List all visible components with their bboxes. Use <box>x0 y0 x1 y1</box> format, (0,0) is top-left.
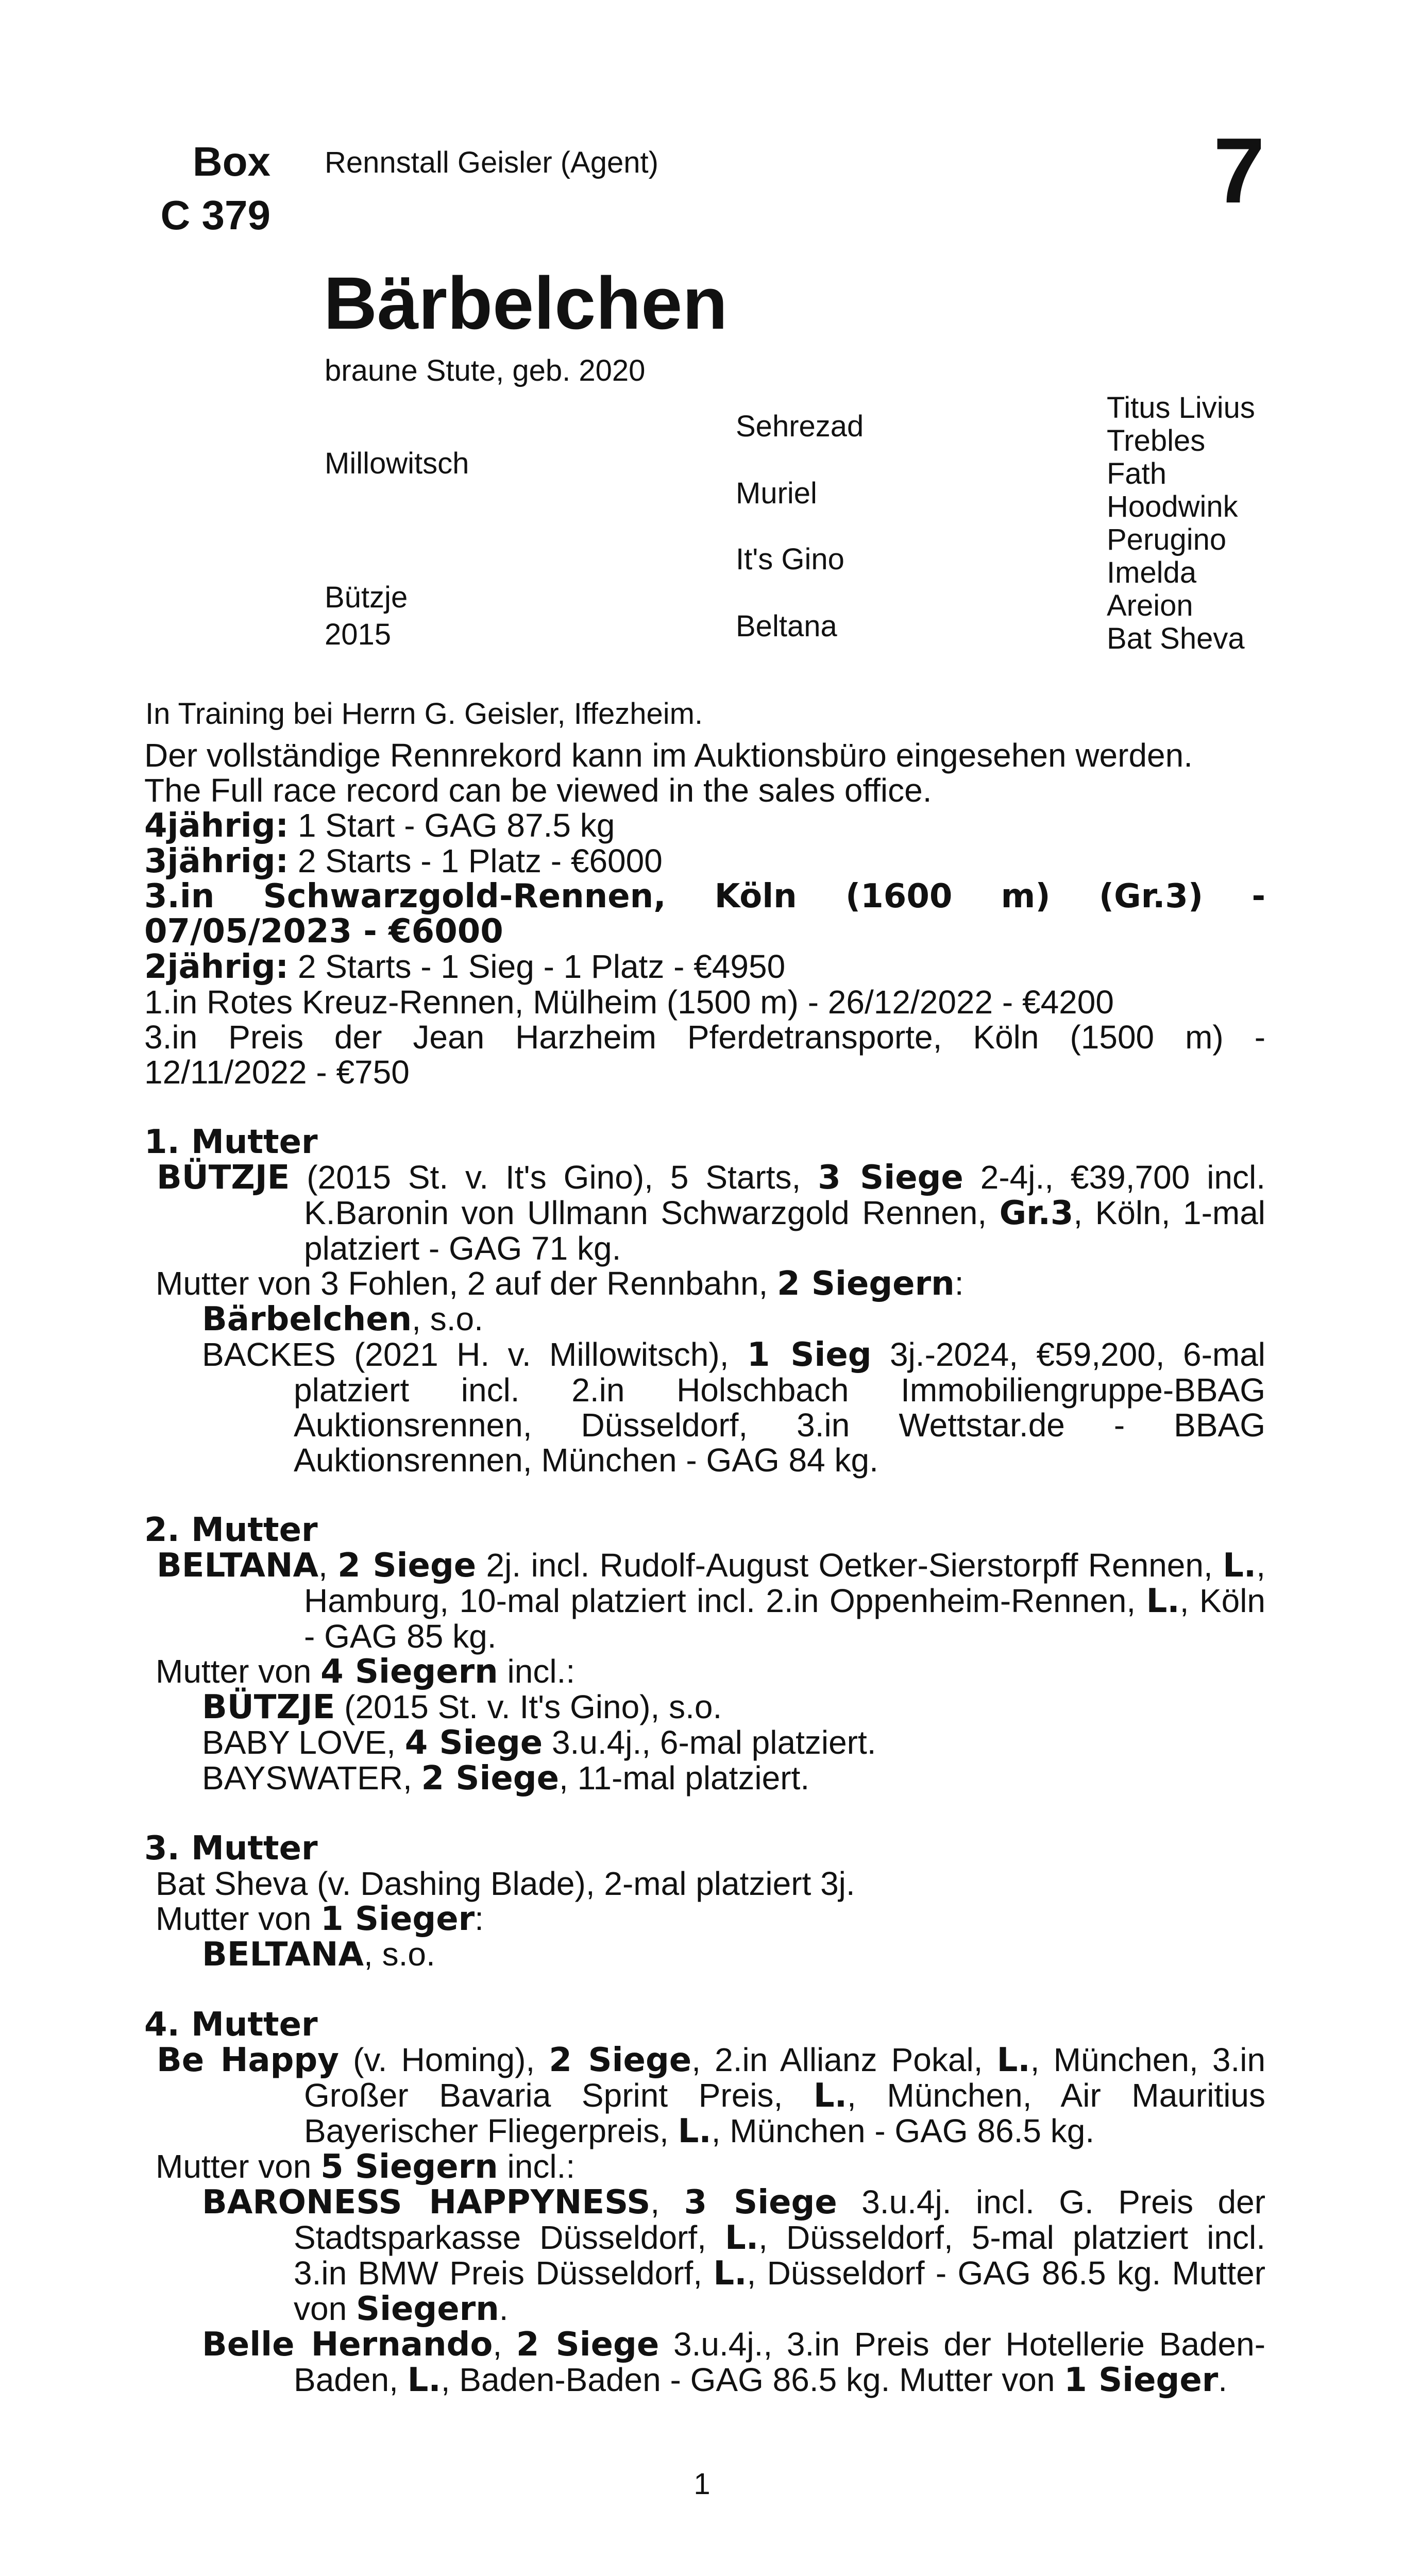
dam2-heading: 2. Mutter <box>144 1511 318 1549</box>
record-2yo-place-line1: 3.in Preis der Jean Harzheim Pferdetransporte, Köln (1500 m) - <box>144 1019 1265 1056</box>
agent-name: Rennstall Geisler (Agent) <box>325 146 658 179</box>
dam1-offspring-text: , s.o. <box>412 1300 483 1337</box>
record-2yo-place-line2: 12/11/2022 - €750 <box>144 1054 410 1091</box>
dam1-text: 2-4j., €39,700 incl. K.Baronin von Ullmann Schwarzgold Rennen, <box>304 1159 1266 1231</box>
dam1-offspring-text: BACKES (2021 H. v. Millowitsch), <box>202 1336 747 1373</box>
lot-number: 7 <box>1213 119 1265 223</box>
dam4-offspring-text: , Düsseldorf - GAG 86.5 kg. Mutter von <box>294 2255 1266 2327</box>
dam2-offspring-text: 3.u.4j., 6-mal platziert. <box>543 1724 876 1761</box>
pedigree-gen3-item: Areion <box>1107 589 1193 622</box>
dam1-offspring-wins: 1 Sieg <box>747 1336 872 1374</box>
dam4-offspring-text: 3.u.4j. incl. G. Preis der Stadtsparkasse Düsseldorf, <box>294 2183 1266 2256</box>
dam3-produce <box>144 1901 1265 1937</box>
dam2-listed: L. <box>1146 1582 1180 1620</box>
record-3yo-place-line2: 07/05/2023 - €6000 <box>144 912 503 951</box>
dam1-heading: 1. Mutter <box>144 1123 318 1161</box>
dam4-produce-text: incl.: <box>498 2148 576 2185</box>
dam4-listed: L. <box>996 2041 1030 2079</box>
dam2-offspring-wins: 4 Siege <box>404 1724 543 1762</box>
dam2-offspring <box>144 1725 1265 1760</box>
record-3yo-place-line1: 3.in Schwarzgold-Rennen, Köln (1600 m) (Gr.3) - <box>144 877 1265 916</box>
dam4-name: Be Happy <box>157 2041 339 2079</box>
dam2-name: BELTANA <box>157 1547 318 1585</box>
dam3-heading: 3. Mutter <box>144 1829 318 1868</box>
dam4-text: , München - GAG 86.5 kg. <box>711 2112 1095 2149</box>
dam1-produce <box>144 1266 1265 1301</box>
dam4-offspring-name: Belle Hernando <box>202 2326 493 2364</box>
dam4-offspring <box>144 2184 1265 2327</box>
pedigree-gen3-item: Titus Livius <box>1107 391 1255 425</box>
record-3yo-text: 2 Starts - 1 Platz - €6000 <box>289 842 663 879</box>
dam2-offspring <box>144 1760 1265 1796</box>
dam4-text: , München, 3.in Großer Bavaria Sprint Preis, <box>304 2041 1266 2114</box>
pedigree-gen3-item: Fath <box>1107 457 1167 490</box>
dam2-entry <box>144 1548 1265 1654</box>
record-4yo-text: 1 Start - GAG 87.5 kg <box>289 807 615 844</box>
dam4-offspring-listed: L. <box>713 2255 747 2293</box>
dam2-offspring-text: BAYSWATER, <box>202 1759 421 1797</box>
dam4-offspring <box>144 2327 1265 2398</box>
dam3-entry: Bat Sheva (v. Dashing Blade), 2-mal platziert 3j. <box>156 1865 855 1902</box>
dam4-text: , München, Air Mauritius Bayerischer Fliegerpreis, <box>304 2077 1266 2149</box>
dam2-offspring-text: , 11-mal platziert. <box>559 1759 810 1797</box>
record-4yo-label: 4jährig: <box>144 807 289 845</box>
dam2-produce-text: Mutter von <box>156 1653 321 1690</box>
horse-description: braune Stute, geb. 2020 <box>325 354 646 387</box>
pedigree-gen3-item: Imelda <box>1107 556 1197 589</box>
record-3yo-label: 3jährig: <box>144 842 289 880</box>
record-note-de: Der vollständige Rennrekord kann im Auktionsbüro eingesehen werden. <box>144 737 1193 774</box>
dam2-listed: L. <box>1223 1547 1257 1585</box>
dam4-text: (v. Homing), <box>339 2041 549 2078</box>
dam4-offspring-text: , <box>493 2326 516 2363</box>
dam2-offspring <box>144 1689 1265 1725</box>
dam2-text: , Hamburg, 10-mal platziert incl. 2.in Oppenheim-Rennen, <box>304 1547 1266 1619</box>
record-2yo-win: 1.in Rotes Kreuz-Rennen, Mülheim (1500 m) - 26/12/2022 - €4200 <box>144 984 1114 1021</box>
box-label: Box <box>192 139 270 184</box>
dam1-entry <box>144 1160 1265 1266</box>
dam3-produce-text: : <box>475 1900 484 1937</box>
catalogue-body <box>144 738 1265 2398</box>
dam1-offspring <box>144 1337 1265 1478</box>
box-number: C 379 <box>160 192 270 238</box>
dam2-offspring-wins: 2 Siege <box>421 1759 559 1798</box>
dam4-offspring-text: , <box>650 2183 684 2221</box>
dam4-produce-winners: 5 Siegern <box>320 2148 498 2186</box>
pedigree-gen3-item: Hoodwink <box>1107 490 1238 523</box>
dam3-produce-text: Mutter von <box>156 1900 321 1937</box>
dam2-produce <box>144 1654 1265 1689</box>
dam4-offspring-listed: L. <box>407 2361 441 2399</box>
dam4-offspring-listed: L. <box>725 2219 759 2257</box>
dam1-offspring <box>144 1301 1265 1337</box>
record-2yo-label: 2jährig: <box>144 948 289 986</box>
record-2yo <box>144 949 1265 985</box>
dam2-offspring-name: BÜTZJE <box>202 1688 335 1726</box>
page-number: 1 <box>693 2467 711 2501</box>
dam3-produce-winners: 1 Sieger <box>320 1900 475 1938</box>
dam1-offspring-name: Bärbelchen <box>202 1300 412 1338</box>
dam4-entry <box>144 2042 1265 2149</box>
pedigree-dam-sire: It's Gino <box>736 543 844 576</box>
dam4-wins: 2 Siege <box>549 2041 692 2079</box>
dam1-wins: 3 Siege <box>818 1159 963 1197</box>
dam1-grade: Gr.3 <box>999 1194 1074 1232</box>
box-label-block <box>161 135 270 242</box>
dam4-offspring-text: . <box>499 2290 509 2327</box>
dam2-produce-winners: 4 Siegern <box>320 1653 498 1691</box>
dam4-heading: 4. Mutter <box>144 2006 318 2044</box>
record-3yo <box>144 843 1265 879</box>
record-4yo <box>144 808 1265 843</box>
dam4-offspring-text: . <box>1218 2361 1228 2398</box>
dam4-offspring-text: , Baden-Baden - GAG 86.5 kg. Mutter von <box>441 2361 1064 2398</box>
dam2-wins: 2 Siege <box>337 1547 477 1585</box>
record-2yo-text: 2 Starts - 1 Sieg - 1 Platz - €4950 <box>289 948 786 985</box>
dam1-produce-text: Mutter von 3 Fohlen, 2 auf der Rennbahn, <box>156 1265 777 1302</box>
dam4-listed: L. <box>813 2077 848 2115</box>
pedigree-gen3-item: Bat Sheva <box>1107 622 1245 655</box>
dam4-produce-text: Mutter von <box>156 2148 321 2185</box>
pedigree-sire-dam: Muriel <box>736 477 817 510</box>
dam3-offspring-name: BELTANA <box>202 1936 364 1974</box>
dam1-produce-winners: 2 Siegern <box>777 1265 955 1303</box>
pedigree-gen3-item: Trebles <box>1107 424 1206 457</box>
dam4-offspring-text: , Düsseldorf, 5-mal platziert incl. 3.in BMW Preis Düsseldorf, <box>294 2219 1266 2292</box>
dam4-offspring-text: 3.u.4j., 3.in Preis der Hotellerie Baden-Baden, <box>294 2326 1266 2398</box>
dam3-offspring-text: , s.o. <box>364 1936 435 1973</box>
dam4-offspring-name: BARONESS HAPPYNESS <box>202 2183 651 2222</box>
dam3-offspring <box>144 1937 1265 1972</box>
training-note: In Training bei Herrn G. Geisler, Iffezheim. <box>145 697 703 731</box>
dam1-produce-text: : <box>954 1265 964 1302</box>
dam2-text: 2j. incl. Rudolf-August Oetker-Sierstorpff Rennen, <box>476 1547 1223 1584</box>
dam1-offspring-text: 3j.-2024, €59,200, 6-mal platziert incl. 2.in Holschbach Immobiliengruppe-BBAG Auktionsrennen, Düsseldorf, 3.in Wettstar.de - BBAG Auktionsrennen, München - GAG 84 kg. <box>294 1336 1265 1479</box>
dam2-text: , <box>318 1547 338 1584</box>
dam4-offspring-winners: Siegern <box>356 2290 499 2328</box>
pedigree-gen3-item: Perugino <box>1107 523 1227 556</box>
dam4-text: , 2.in Allianz Pokal, <box>691 2041 997 2078</box>
pedigree-sire: Millowitsch <box>325 447 469 480</box>
dam2-offspring-text: BABY LOVE, <box>202 1724 405 1761</box>
dam1-text: (2015 St. v. It's Gino), 5 Starts, <box>290 1159 818 1196</box>
dam2-text: , Köln - GAG 85 kg. <box>304 1582 1266 1655</box>
dam2-offspring-text: (2015 St. v. It's Gino), s.o. <box>335 1688 722 1725</box>
record-note-en: The Full race record can be viewed in the sales office. <box>144 772 932 809</box>
pedigree-gen3 <box>1107 392 1255 655</box>
dam4-offspring-wins: 2 Siege <box>516 2326 659 2364</box>
dam4-listed: L. <box>678 2112 712 2150</box>
dam1-name: BÜTZJE <box>157 1159 290 1197</box>
pedigree-dam: Bützje <box>325 581 408 614</box>
pedigree-dam-dam: Beltana <box>736 609 837 643</box>
dam4-offspring-wins: 3 Siege <box>684 2183 837 2222</box>
horse-name: Bärbelchen <box>324 262 728 345</box>
dam4-offspring-winners: 1 Sieger <box>1064 2361 1219 2399</box>
pedigree-sire-sire: Sehrezad <box>736 410 864 443</box>
dam2-produce-text: incl.: <box>498 1653 576 1690</box>
dam1-text: , Köln, 1-mal platziert - GAG 71 kg. <box>304 1194 1266 1267</box>
dam4-produce <box>144 2149 1265 2184</box>
pedigree-dam-year: 2015 <box>325 618 392 651</box>
